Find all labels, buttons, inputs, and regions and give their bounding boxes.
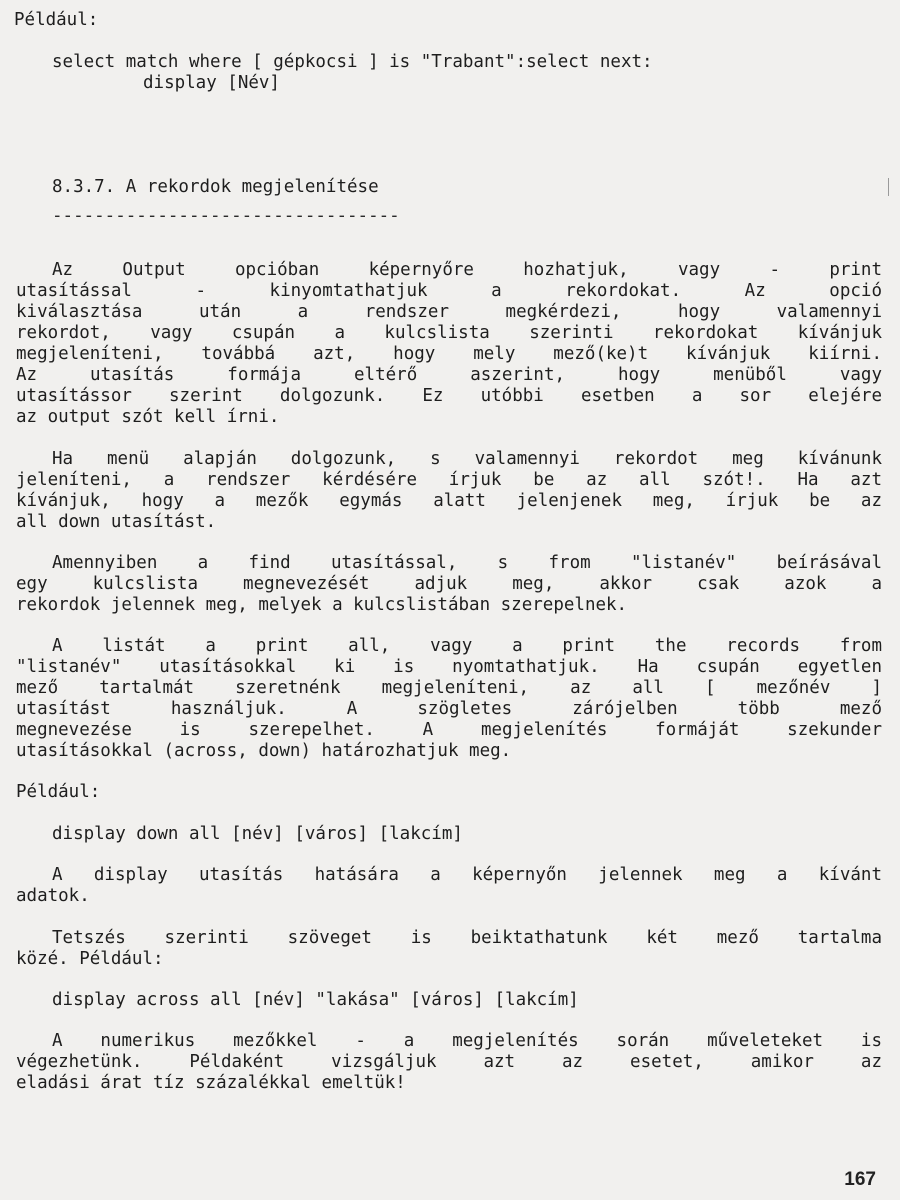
- paragraph-line: végezhetünk. Példaként vizsgáljuk azt az esetet, amikor az: [16, 1052, 882, 1072]
- paragraph-line: eladási árat tíz százalékkal emeltük!: [16, 1073, 406, 1093]
- code-line: select match where [ gépkocsi ] is "Trabant":select next:: [52, 52, 653, 72]
- paragraph-line: Ha menü alapján dolgozunk, s valamennyi rekordot meg kívánunk: [52, 449, 882, 469]
- paragraph-line: A listát a print all, vagy a print the records from: [52, 636, 882, 656]
- example-label: Például:: [14, 10, 99, 30]
- paragraph-line: megjeleníteni, továbbá azt, hogy mely mező(ke)t kívánjuk kiírni.: [16, 344, 882, 364]
- paragraph-line: utasításokkal (across, down) határozhatjuk meg.: [16, 741, 512, 761]
- paragraph-line: adatok.: [16, 886, 90, 906]
- example-label: Például:: [16, 782, 101, 802]
- paragraph-line: utasítássor szerint dolgozunk. Ez utóbbi esetben a sor elejére: [16, 386, 882, 406]
- paragraph-line: megnevezése is szerepelhet. A megjelenítés formáját szekunder: [16, 720, 882, 740]
- paragraph-line: Amennyiben a find utasítással, s from "listanév" beírásával: [52, 553, 882, 573]
- code-line: display [Név]: [143, 73, 280, 93]
- section-heading: 8.3.7. A rekordok megjelenítése: [52, 177, 379, 197]
- paragraph-line: mező tartalmát szeretnénk megjeleníteni, az all [ mezőnév ]: [16, 678, 882, 698]
- paragraph-line: Az utasítás formája eltérő aszerint, hogy menüből vagy: [16, 365, 882, 385]
- paragraph-line: utasítást használjuk. A szögletes zárójelben több mező: [16, 699, 882, 719]
- paragraph-line: Tetszés szerinti szöveget is beiktathatunk két mező tartalma: [52, 928, 882, 948]
- paragraph-line: rekordok jelennek meg, melyek a kulcslistában szerepelnek.: [16, 595, 628, 615]
- paragraph-line: az output szót kell írni.: [16, 407, 280, 427]
- paragraph-line: rekordot, vagy csupán a kulcslista szerinti rekordokat kívánjuk: [16, 323, 882, 343]
- heading-underline: ---------------------------------: [52, 206, 400, 226]
- paragraph-line: Az Output opcióban képernyőre hozhatjuk, vagy - print: [52, 260, 882, 280]
- paragraph-line: "listanév" utasításokkal ki is nyomtathatjuk. Ha csupán egyetlen: [16, 657, 882, 677]
- page-number: 167: [844, 1169, 876, 1190]
- paragraph-line: utasítással - kinyomtathatjuk a rekordokat. Az opció: [16, 281, 882, 301]
- code-line: display across all [név] "lakása" [város] [lakcím]: [52, 990, 579, 1010]
- paragraph-line: jeleníteni, a rendszer kérdésére írjuk be az all szót!. Ha azt: [16, 470, 882, 490]
- paragraph-line: A display utasítás hatására a képernyőn jelennek meg a kívánt: [52, 865, 882, 885]
- paragraph-line: all down utasítást.: [16, 512, 217, 532]
- paragraph-line: kiválasztása után a rendszer megkérdezi, hogy valamennyi: [16, 302, 882, 322]
- paragraph-line: A numerikus mezőkkel - a megjelenítés során műveleteket is: [52, 1031, 882, 1051]
- paragraph-line: közé. Például:: [16, 949, 164, 969]
- margin-mark: [888, 178, 889, 196]
- paragraph-line: kívánjuk, hogy a mezők egymás alatt jelenjenek meg, írjuk be az: [16, 491, 882, 511]
- code-line: display down all [név] [város] [lakcím]: [52, 824, 463, 844]
- paragraph-line: egy kulcslista megnevezését adjuk meg, akkor csak azok a: [16, 574, 882, 594]
